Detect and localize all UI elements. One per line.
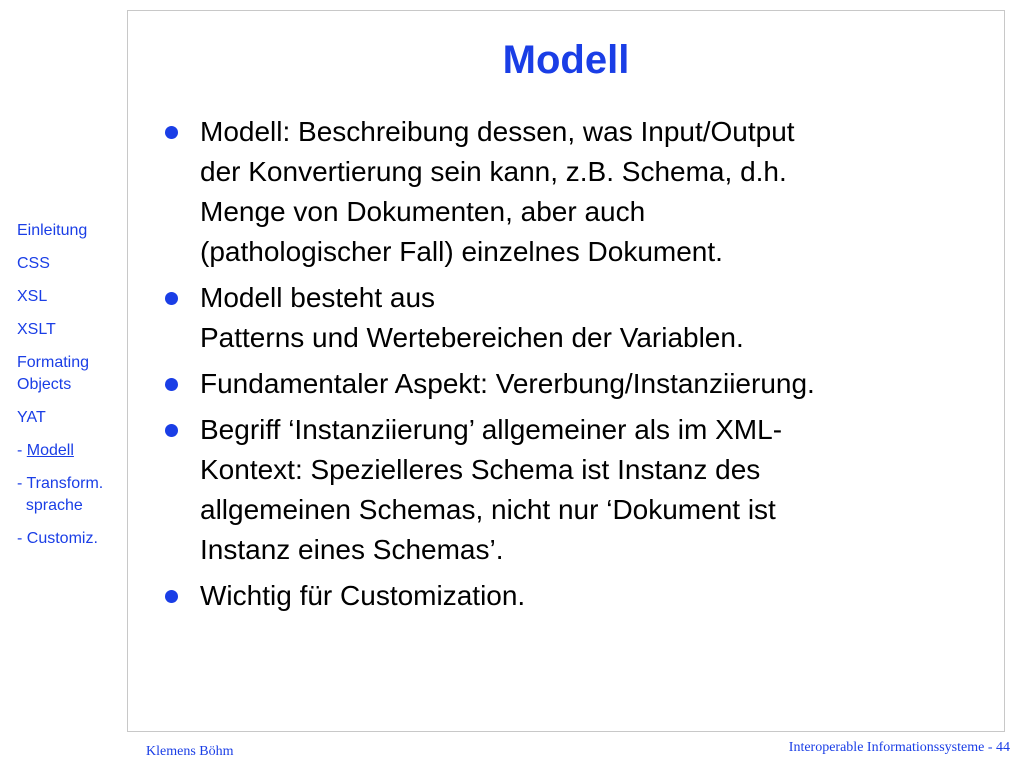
bullet-text-line: Instanz eines Schemas’. (200, 534, 504, 565)
bullet-item (160, 576, 960, 616)
bullet-text-line: Fundamentaler Aspekt: Vererbung/Instanziierung. (200, 368, 815, 399)
nav-item[interactable] (17, 319, 125, 341)
bullet-text-line: Modell: Beschreibung dessen, was Input/Output (200, 116, 795, 147)
nav-item-label: Objects (17, 376, 72, 393)
nav-item[interactable] (17, 253, 125, 275)
nav-item[interactable] (17, 220, 125, 242)
bullet-list (160, 112, 960, 622)
nav-item-label: CSS (17, 255, 50, 272)
nav-item[interactable] (17, 286, 125, 308)
bullet-text-line: der Konvertierung sein kann, z.B. Schema, d.h. (200, 156, 787, 187)
nav-item[interactable] (17, 440, 125, 462)
bullet-dot-icon (165, 378, 178, 391)
footer-course-page: Interoperable Informationssysteme - 44 (788, 740, 1010, 755)
footer-author: Klemens Böhm (146, 744, 234, 759)
bullet-item (160, 364, 960, 404)
bullet-item (160, 278, 960, 358)
nav-item-label: XSLT (17, 321, 56, 338)
bullet-text-line: Menge von Dokumenten, aber auch (200, 196, 646, 227)
nav-item-label: sprache (17, 497, 83, 514)
nav-item[interactable] (17, 528, 125, 550)
nav-item-line (17, 440, 125, 462)
nav-item-label: Formating (17, 354, 90, 371)
bullet-item (160, 410, 960, 570)
bullet-text-line: Patterns und Wertebereichen der Variablen. (200, 322, 744, 353)
nav-item-prefix: - (17, 442, 27, 459)
nav-item-label: Modell (26, 442, 74, 459)
nav-item[interactable] (17, 352, 125, 396)
slide-title: Modell (502, 38, 630, 82)
nav-item-label: YAT (17, 409, 46, 426)
bullet-text-line: (pathologischer Fall) einzelnes Dokument. (200, 236, 723, 267)
bullet-dot-icon (165, 126, 178, 139)
bullet-text-line: Modell besteht aus (200, 282, 436, 313)
nav-item[interactable] (17, 407, 125, 429)
bullet-text-line: Begriff ‘Instanziierung’ allgemeiner als im XML- (200, 414, 783, 445)
bullet-text-line: Kontext: Spezielleres Schema ist Instanz des (200, 454, 761, 485)
bullet-text-line: Wichtig für Customization. (200, 580, 526, 611)
nav-item-label: XSL (17, 288, 48, 305)
nav-item-label: Einleitung (17, 222, 88, 239)
bullet-item (160, 112, 960, 272)
bullet-dot-icon (165, 292, 178, 305)
nav-item-label: - Transform. (17, 475, 104, 492)
nav-item[interactable] (17, 473, 125, 517)
nav-item-label: - Customiz. (17, 530, 98, 547)
sidebar-nav (17, 220, 125, 561)
bullet-dot-icon (165, 590, 178, 603)
bullet-text-line: allgemeinen Schemas, nicht nur ‘Dokument ist (200, 494, 776, 525)
bullet-dot-icon (165, 424, 178, 437)
